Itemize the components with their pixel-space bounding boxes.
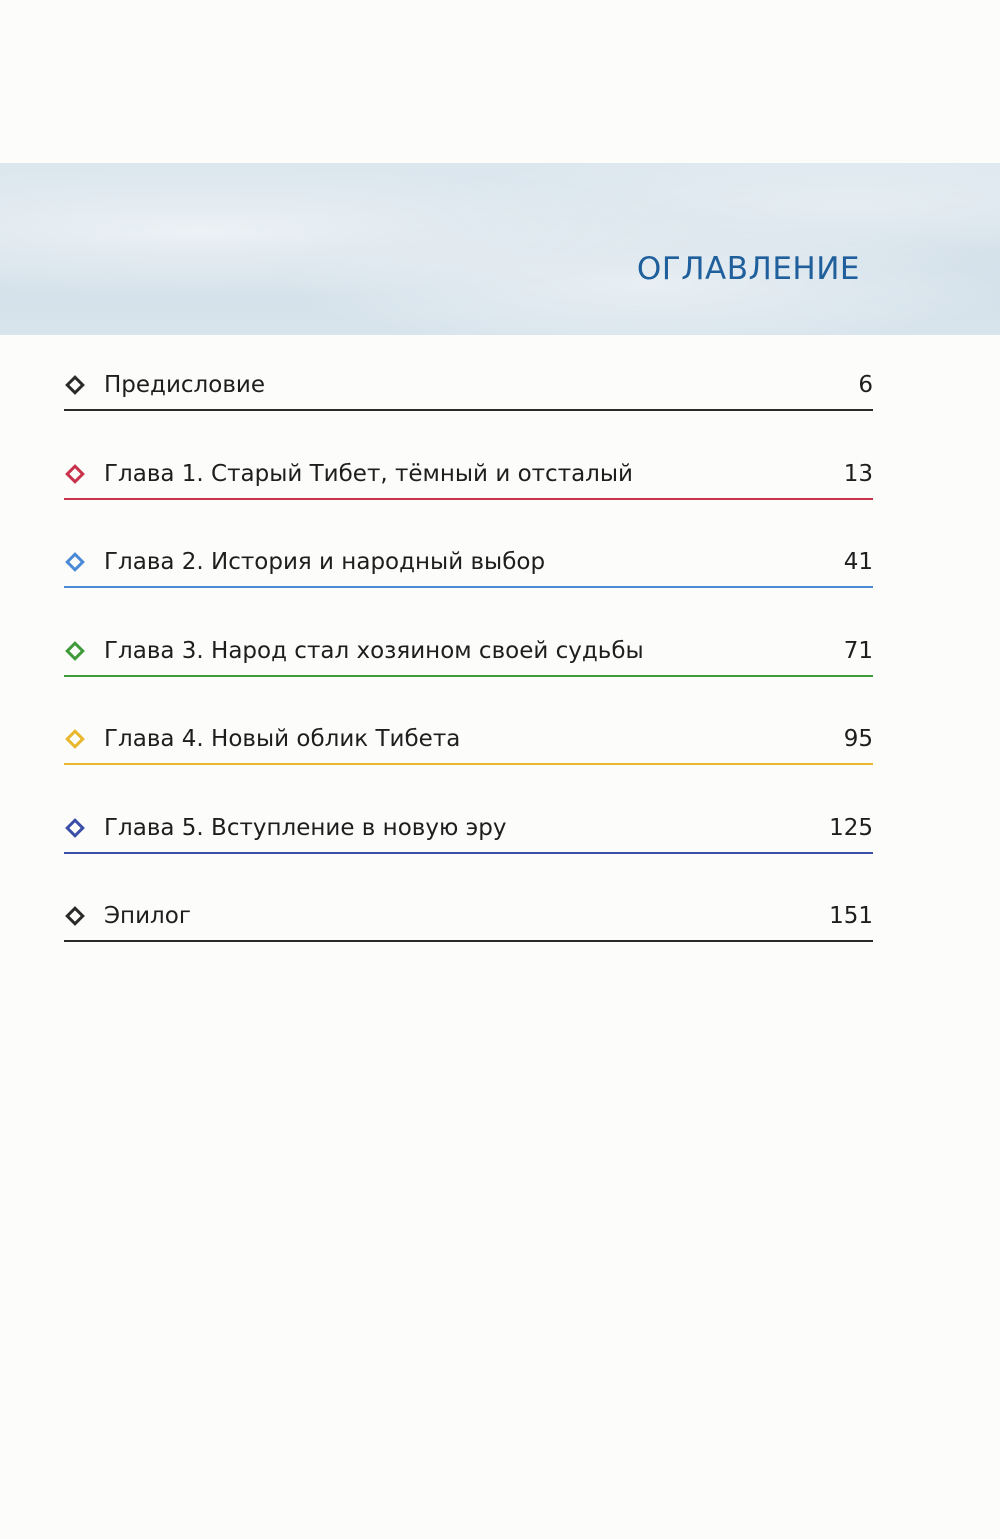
toc-entry-chapter-5[interactable] bbox=[64, 788, 873, 877]
table-of-contents bbox=[64, 345, 873, 965]
diamond-icon bbox=[64, 640, 86, 662]
toc-entry-title: Глава 2. История и народный выбор bbox=[104, 549, 546, 575]
diamond-icon bbox=[64, 374, 86, 396]
toc-entry-page-number: 125 bbox=[829, 814, 873, 841]
toc-entry-title: Эпилог bbox=[104, 903, 191, 929]
toc-entry-page-number: 13 bbox=[843, 460, 873, 487]
diamond-icon bbox=[64, 463, 86, 485]
toc-entry-page-number: 6 bbox=[858, 372, 873, 398]
toc-entry-page-number: 41 bbox=[843, 549, 873, 575]
toc-entry-page-number: 71 bbox=[843, 637, 873, 664]
toc-entry-title: Глава 3. Народ стал хозяином своей судьбы bbox=[104, 637, 644, 664]
toc-entry-title: Глава 1. Старый Тибет, тёмный и отсталый bbox=[104, 460, 633, 487]
toc-entry-chapter-2[interactable] bbox=[64, 522, 873, 611]
toc-entry-epilogue[interactable] bbox=[64, 876, 873, 965]
divider bbox=[64, 763, 873, 765]
divider bbox=[64, 586, 873, 588]
divider bbox=[64, 852, 873, 854]
toc-entry-page-number: 95 bbox=[843, 726, 873, 752]
header-banner bbox=[0, 163, 1000, 335]
page-title: ОГЛАВЛЕНИЕ bbox=[636, 251, 860, 287]
toc-entry-preface[interactable] bbox=[64, 345, 873, 434]
diamond-icon bbox=[64, 817, 86, 839]
toc-entry-chapter-1[interactable] bbox=[64, 434, 873, 523]
divider bbox=[64, 675, 873, 677]
divider bbox=[64, 940, 873, 942]
toc-entry-title: Глава 4. Новый облик Тибета bbox=[104, 726, 461, 752]
divider bbox=[64, 409, 873, 411]
toc-entry-title: Предисловие bbox=[104, 372, 265, 398]
toc-entry-title: Глава 5. Вступление в новую эру bbox=[104, 814, 507, 841]
diamond-icon bbox=[64, 551, 86, 573]
toc-entry-page-number: 151 bbox=[829, 903, 873, 929]
divider bbox=[64, 498, 873, 500]
diamond-icon bbox=[64, 905, 86, 927]
toc-entry-chapter-3[interactable] bbox=[64, 611, 873, 700]
toc-entry-chapter-4[interactable] bbox=[64, 699, 873, 788]
diamond-icon bbox=[64, 728, 86, 750]
